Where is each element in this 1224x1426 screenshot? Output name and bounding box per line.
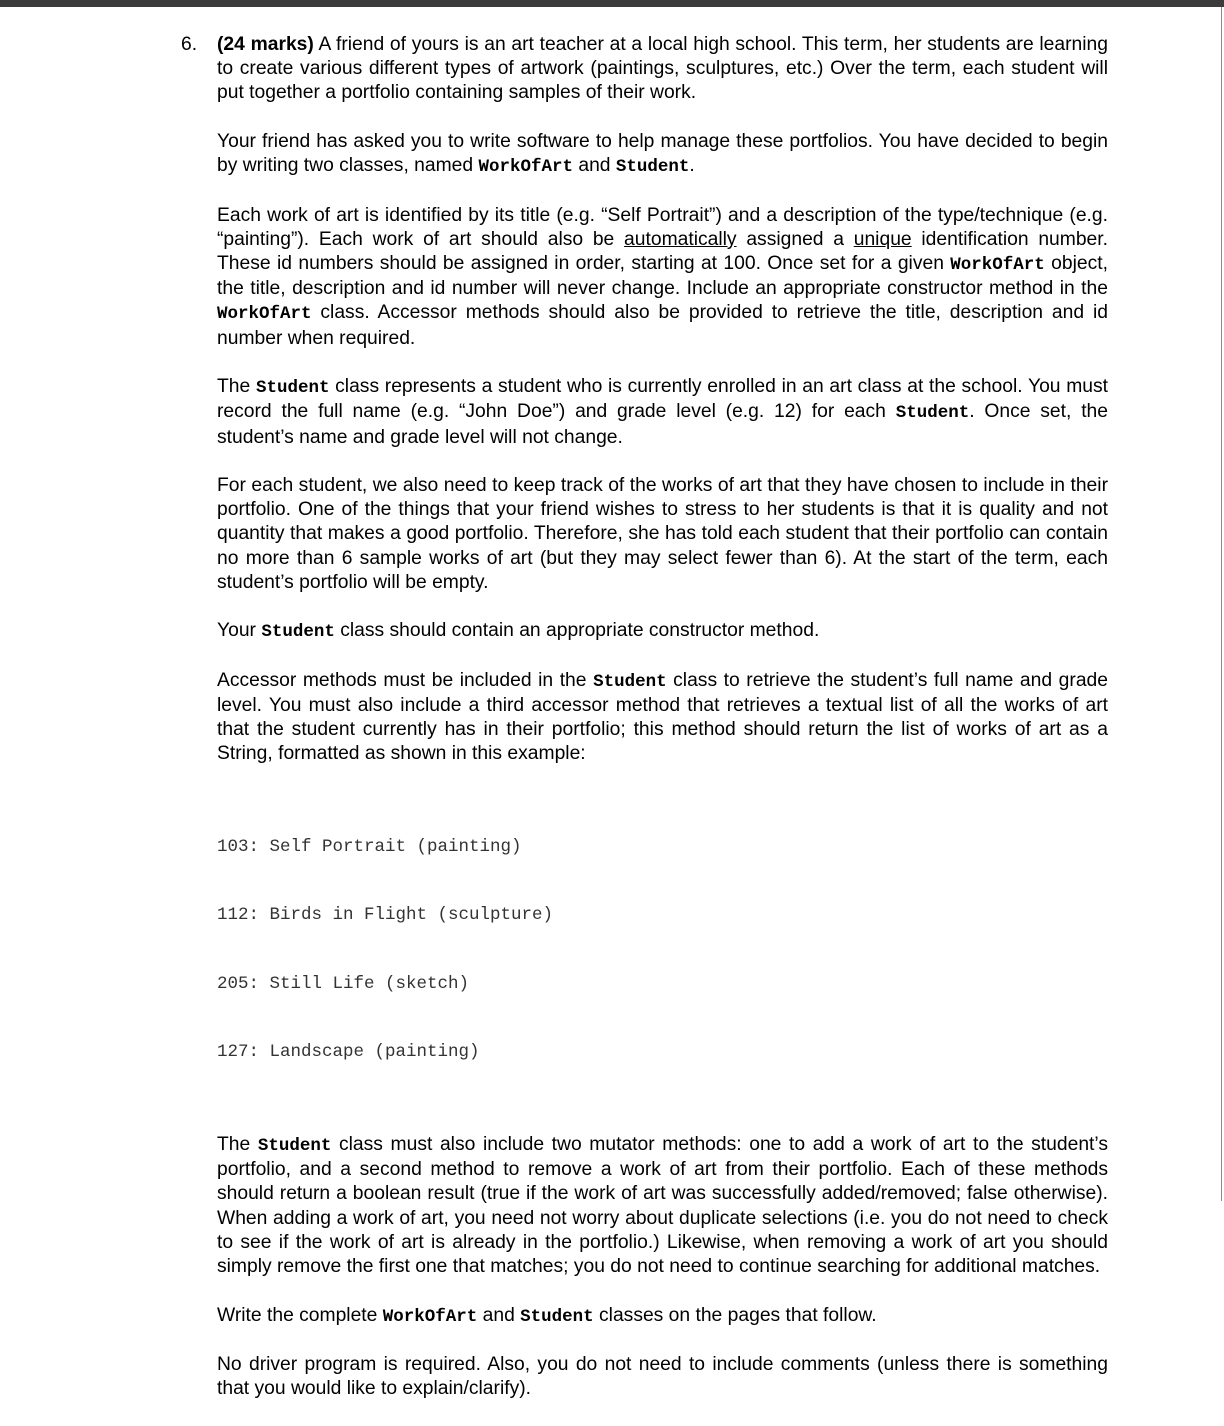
text: The [217, 1134, 258, 1156]
paragraph-5: For each student, we also need to keep track of the works of art that they have chosen to include in their portfolio. One of the things that your friend wishes to stress to her students is that it is quality and not quantity that makes a good portfolio. Therefore, she has told each student that their portfolio can contain no more than 6 sample works of art (but they may select fewer than 6). At the start of the term, each student’s portfolio will be empty. [217, 475, 1108, 593]
class-name-student: Student [255, 378, 330, 399]
text: assigned a [736, 228, 854, 250]
text: classes on the pages that follow. [593, 1304, 877, 1326]
underlined-unique: unique [853, 228, 912, 250]
text: class should contain an appropriate constructor method. [334, 620, 820, 642]
paragraph-8 [217, 1133, 1108, 1279]
text: Your friend has asked you to write software to help manage these portfolios. You have decided to begin by writing two classes, named [217, 130, 1108, 177]
class-name-workofart: WorkOfArt [478, 157, 573, 178]
class-name-student: Student [615, 157, 690, 178]
class-name-workofart: WorkOfArt [950, 255, 1045, 276]
question-body [217, 33, 1108, 1426]
paragraph-10: No driver program is required. Also, you do not need to include comments (unless there is something that you would like to explain/clarify). [217, 1354, 1108, 1400]
paragraph-9 [217, 1304, 1108, 1329]
top-bar [0, 0, 1224, 7]
class-name-workofart: WorkOfArt [217, 304, 312, 325]
text: Accessor methods must be included in the [217, 669, 594, 691]
text: identification number. These id numbers should be assigned in order, starting at 100. Once set for a given [217, 228, 1108, 275]
text: and [477, 1304, 521, 1326]
marks-label: (24 marks) [217, 34, 314, 55]
text: The [217, 376, 256, 398]
text: object, the title, description and id number will never change. Include an appropriate constructor method in the [217, 253, 1108, 300]
question-number: 6. [181, 34, 198, 55]
text: class must also include two mutator methods: one to add a work of art to the student’s portfolio, and a second method to remove a work of art from their portfolio. Each of these methods should return a boolean result (true if the work of art was successfully added/removed; false otherwise). When adding a work of art, you need not worry about duplicate selections (i.e. you do not need to check to see if the work of art is already in the portfolio.) Likewise, when removing a work of art you should simply remove the first one that matches; you do not need to continue searching for additional matches. [217, 1134, 1108, 1278]
class-name-student: Student [593, 671, 667, 692]
example-line: 205: Still Life (sketch) [217, 973, 470, 994]
example-line: 112: Birds in Flight (sculpture) [217, 905, 554, 926]
example-line: 127: Landscape (painting) [217, 1041, 480, 1062]
text: Your [217, 620, 262, 642]
example-output [217, 791, 1108, 1109]
text: and [573, 155, 616, 177]
paragraph-3 [217, 204, 1108, 351]
class-name-student: Student [261, 622, 335, 643]
class-name-workofart: WorkOfArt [382, 1306, 478, 1327]
intro-paragraph [217, 33, 1108, 106]
text: Write the complete [217, 1304, 383, 1326]
text: class to retrieve the student’s full name and grade level. You must also include a third accessor method that retrieves a textual list of all the works of art that the student currently has in their portfolio; this method should return the list of works of art as a String, formatted as shown in this example: [217, 669, 1108, 765]
text: Each work of art is identified by its title (e.g. “Self Portrait”) and a description of the type/technique (e.g. “painting”). Each work of art should also be [217, 204, 1108, 250]
paragraph-7 [217, 669, 1108, 767]
text: class. Accessor methods should also be provided to retrieve the title, description and id number when required. [217, 302, 1108, 349]
class-name-student: Student [520, 1306, 594, 1327]
example-line: 103: Self Portrait (painting) [217, 837, 522, 858]
text: . [689, 155, 695, 177]
class-name-student: Student [257, 1136, 332, 1157]
text: . Once set, the student’s name and grade level will not change. [217, 401, 1108, 448]
class-name-student: Student [895, 403, 970, 424]
text: class represents a student who is currently enrolled in an art class at the school. You must record the full name (e.g. “John Doe”) and grade level (e.g. 12) for each [217, 376, 1108, 423]
paragraph-6 [217, 619, 1108, 644]
paragraph-4 [217, 375, 1108, 450]
underlined-automatically: automatically [624, 228, 737, 250]
paragraph-2 [217, 130, 1108, 179]
intro-text: A friend of yours is an art teacher at a local high school. This term, her students are learning to create various different types of artwork (paintings, sculptures, etc.) Over the term, each student will put together a portfolio containing samples of their work. [217, 34, 1108, 104]
